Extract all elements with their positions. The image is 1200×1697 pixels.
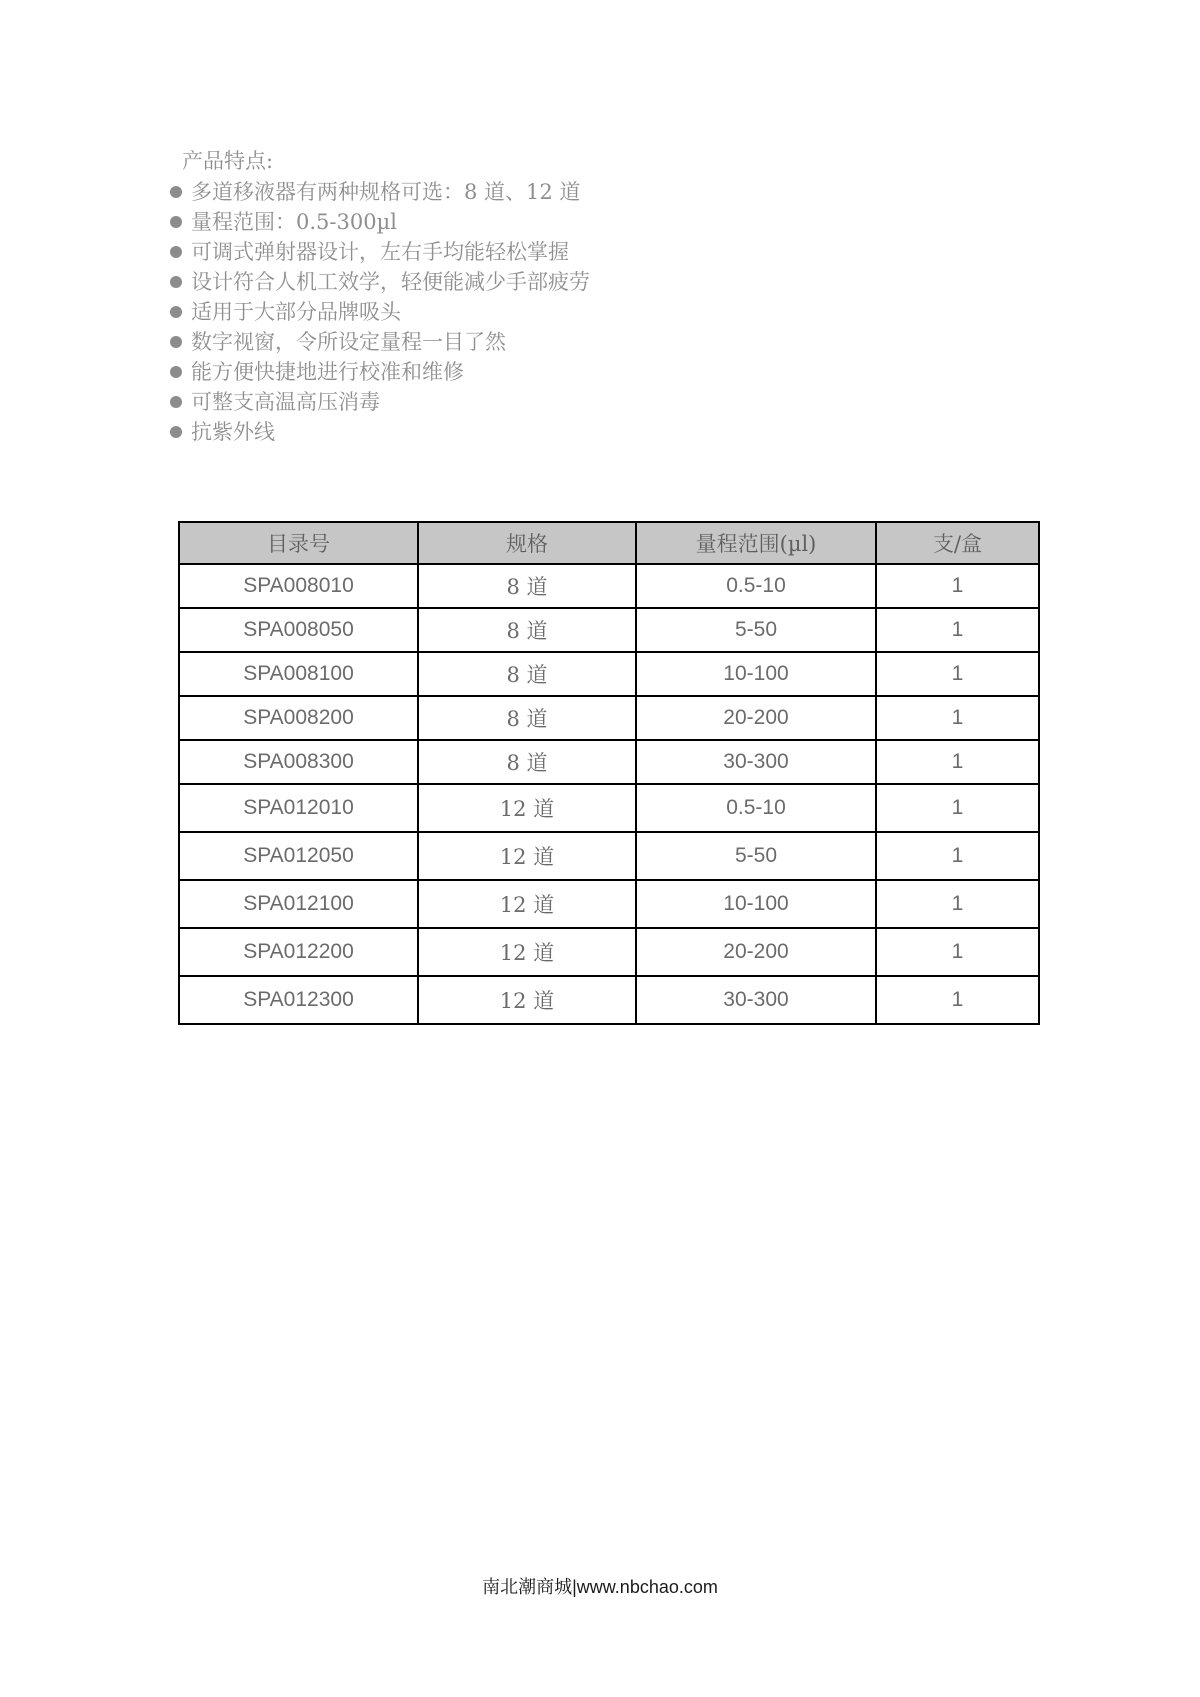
per-box-cell: 1 bbox=[876, 784, 1039, 832]
per-box-cell: 1 bbox=[876, 608, 1039, 652]
catalog-cell: SPA008010 bbox=[179, 564, 418, 608]
per-box-cell: 1 bbox=[876, 652, 1039, 696]
feature-text: 抗紫外线 bbox=[191, 420, 275, 444]
spec-cell: 12 道 bbox=[418, 784, 636, 832]
table-row bbox=[179, 784, 1039, 832]
bullet-icon bbox=[170, 216, 182, 228]
table-row bbox=[179, 880, 1039, 928]
feature-item bbox=[170, 237, 930, 267]
range-cell: 20-200 bbox=[636, 696, 876, 740]
feature-item bbox=[170, 297, 930, 327]
feature-text: 量程范围：0.5-300µl bbox=[191, 210, 397, 234]
feature-item bbox=[170, 357, 930, 387]
per-box-cell: 1 bbox=[876, 880, 1039, 928]
table-row bbox=[179, 696, 1039, 740]
catalog-cell: SPA008300 bbox=[179, 740, 418, 784]
features-list bbox=[170, 177, 930, 447]
range-cell: 10-100 bbox=[636, 652, 876, 696]
spec-cell: 12 道 bbox=[418, 928, 636, 976]
feature-text: 可调式弹射器设计，左右手均能轻松掌握 bbox=[191, 240, 569, 264]
per-box-cell: 1 bbox=[876, 740, 1039, 784]
header-catalog: 目录号 bbox=[179, 522, 418, 564]
catalog-cell: SPA008100 bbox=[179, 652, 418, 696]
catalog-cell: SPA008050 bbox=[179, 608, 418, 652]
header-spec: 规格 bbox=[418, 522, 636, 564]
feature-text: 数字视窗，令所设定量程一目了然 bbox=[191, 330, 506, 354]
table-header-row bbox=[179, 522, 1039, 564]
header-range: 量程范围(µl) bbox=[636, 522, 876, 564]
range-cell: 0.5-10 bbox=[636, 784, 876, 832]
feature-item bbox=[170, 417, 930, 447]
site-footer: 南北潮商城|www.nbchao.com bbox=[482, 1577, 718, 1597]
per-box-cell: 1 bbox=[876, 696, 1039, 740]
range-cell: 20-200 bbox=[636, 928, 876, 976]
table-row bbox=[179, 564, 1039, 608]
bullet-icon bbox=[170, 276, 182, 288]
range-cell: 30-300 bbox=[636, 976, 876, 1024]
per-box-cell: 1 bbox=[876, 928, 1039, 976]
feature-text: 设计符合人机工效学，轻便能减少手部疲劳 bbox=[191, 270, 590, 294]
catalog-cell: SPA012300 bbox=[179, 976, 418, 1024]
table-row bbox=[179, 976, 1039, 1024]
product-spec-table bbox=[178, 521, 1040, 1025]
feature-text: 多道移液器有两种规格可选：8 道、12 道 bbox=[191, 180, 581, 204]
per-box-cell: 1 bbox=[876, 832, 1039, 880]
feature-item bbox=[170, 207, 930, 237]
feature-text: 可整支高温高压消毒 bbox=[191, 390, 380, 414]
feature-text: 适用于大部分品牌吸头 bbox=[191, 300, 401, 324]
features-title: 产品特点: bbox=[182, 149, 274, 173]
feature-item bbox=[170, 387, 930, 417]
spec-cell: 12 道 bbox=[418, 832, 636, 880]
range-cell: 5-50 bbox=[636, 608, 876, 652]
bullet-icon bbox=[170, 306, 182, 318]
per-box-cell: 1 bbox=[876, 564, 1039, 608]
catalog-cell: SPA008200 bbox=[179, 696, 418, 740]
product-features-section bbox=[170, 146, 930, 447]
spec-cell: 8 道 bbox=[418, 564, 636, 608]
catalog-cell: SPA012010 bbox=[179, 784, 418, 832]
bullet-icon bbox=[170, 396, 182, 408]
spec-cell: 12 道 bbox=[418, 880, 636, 928]
spec-cell: 12 道 bbox=[418, 976, 636, 1024]
bullet-icon bbox=[170, 186, 182, 198]
range-cell: 5-50 bbox=[636, 832, 876, 880]
range-cell: 30-300 bbox=[636, 740, 876, 784]
bullet-icon bbox=[170, 426, 182, 438]
table-row bbox=[179, 832, 1039, 880]
spec-cell: 8 道 bbox=[418, 740, 636, 784]
catalog-cell: SPA012100 bbox=[179, 880, 418, 928]
table-row bbox=[179, 652, 1039, 696]
feature-item bbox=[170, 327, 930, 357]
spec-cell: 8 道 bbox=[418, 696, 636, 740]
range-cell: 0.5-10 bbox=[636, 564, 876, 608]
bullet-icon bbox=[170, 366, 182, 378]
feature-item bbox=[170, 267, 930, 297]
feature-item bbox=[170, 177, 930, 207]
spec-cell: 8 道 bbox=[418, 652, 636, 696]
catalog-cell: SPA012050 bbox=[179, 832, 418, 880]
bullet-icon bbox=[170, 246, 182, 258]
feature-text: 能方便快捷地进行校准和维修 bbox=[191, 360, 464, 384]
per-box-cell: 1 bbox=[876, 976, 1039, 1024]
range-cell: 10-100 bbox=[636, 880, 876, 928]
catalog-cell: SPA012200 bbox=[179, 928, 418, 976]
table-row bbox=[179, 608, 1039, 652]
spec-cell: 8 道 bbox=[418, 608, 636, 652]
header-per-box: 支/盒 bbox=[876, 522, 1039, 564]
bullet-icon bbox=[170, 336, 182, 348]
table-row bbox=[179, 928, 1039, 976]
table-row bbox=[179, 740, 1039, 784]
